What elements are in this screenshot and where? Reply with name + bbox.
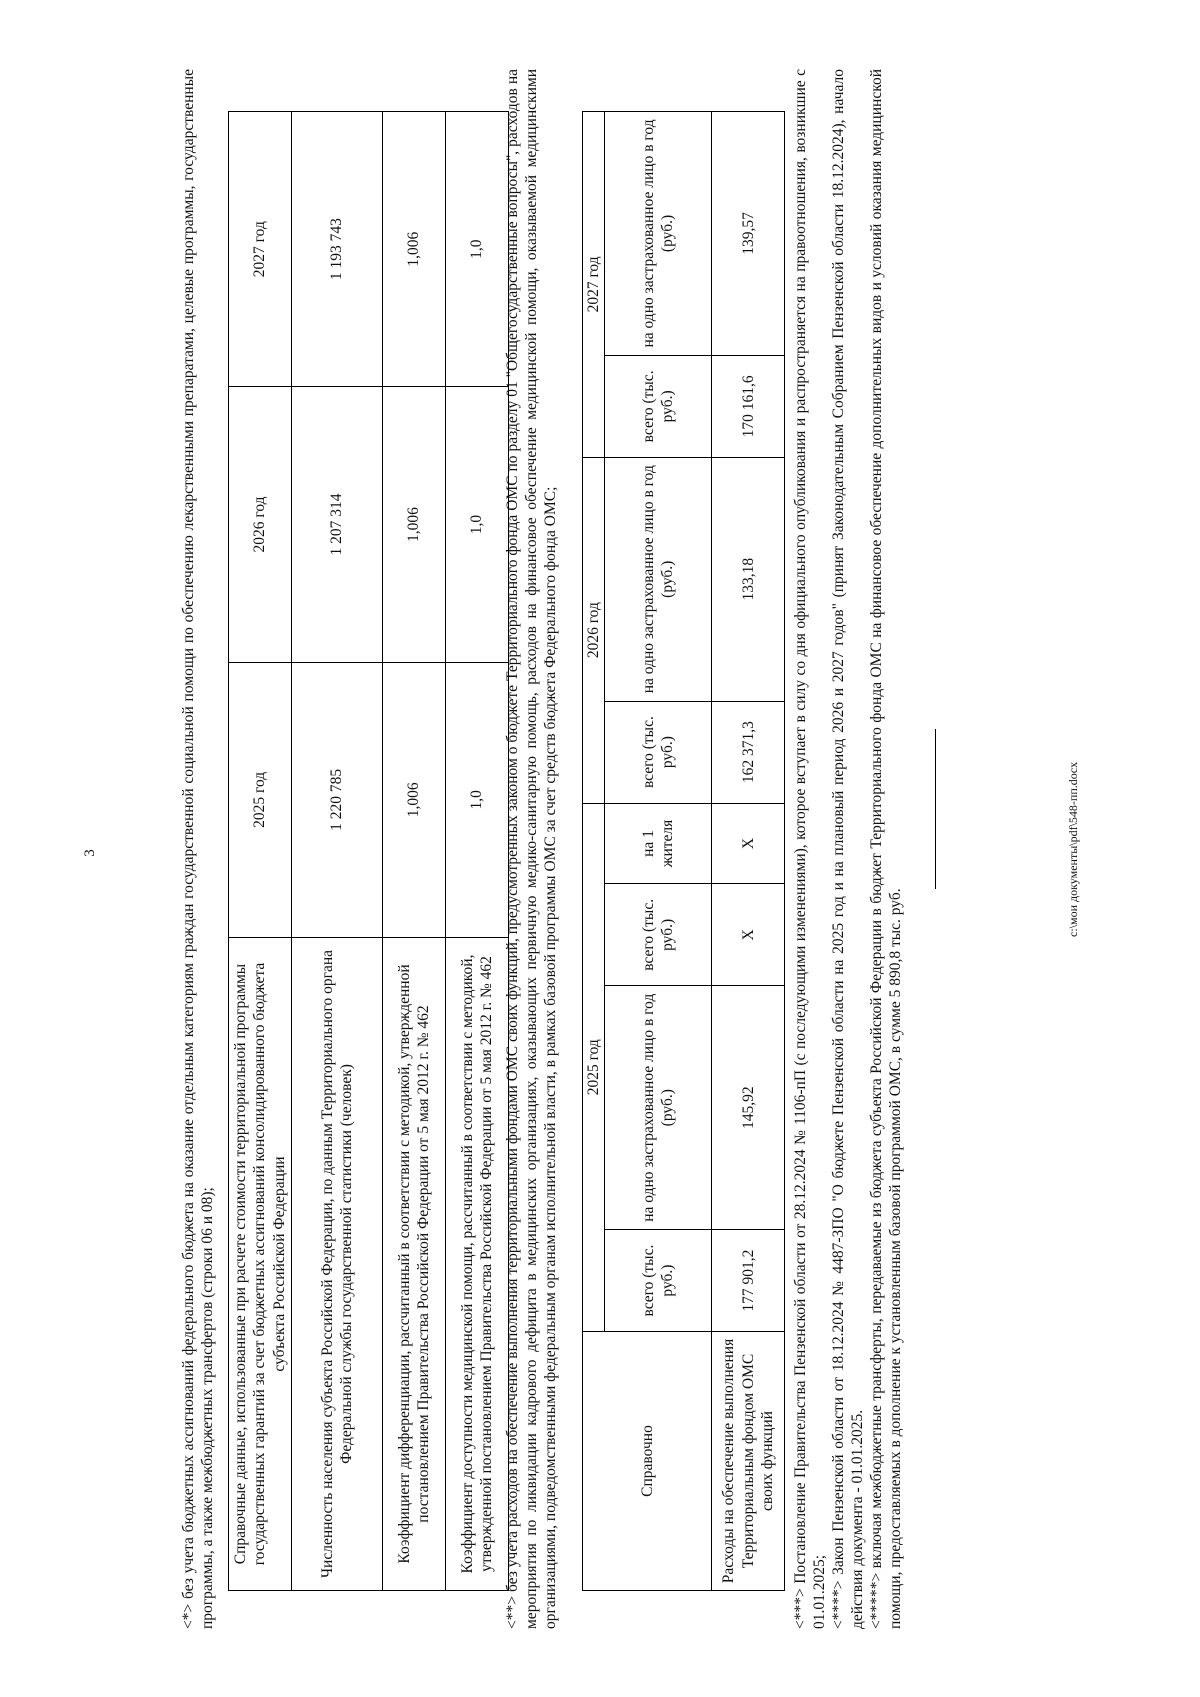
table-header-row: [229, 112, 292, 1591]
footnote-1: <*> без учета бюджетных ассигнований федерального бюджета на оказание отдельным категориям граждан государственной социальной помощи по обеспечению лекарственными препаратами, целевые программы, государственные программы, а также межбюджетных трансфертов (строки 06 и 08);: [180, 69, 217, 1629]
table-cell: 177 901,2: [712, 1230, 785, 1332]
table-cell: 1,0: [446, 662, 509, 937]
table-row: [292, 112, 383, 1591]
table-row: [712, 112, 785, 1591]
table-cell: Х: [712, 884, 785, 986]
table-cell: Х: [712, 803, 785, 884]
table-cell: 1,0: [446, 112, 509, 387]
table-corner-cell: Справочно: [583, 1332, 712, 1591]
footnotes-block: [791, 69, 905, 1629]
year-header: 2026 год: [583, 457, 605, 803]
table-cell: 170 161,6: [712, 355, 785, 457]
table-cell: 1 220 785: [292, 662, 383, 937]
table-header-row: [583, 112, 605, 1591]
table-cell: 139,57: [712, 112, 785, 356]
table-cell: 145,92: [712, 986, 785, 1230]
table-header-cell: 2025 год: [229, 662, 292, 937]
table-cell: 1 193 743: [292, 112, 383, 387]
table-header-cell: 2027 год: [229, 112, 292, 387]
row-label: Коэффициент дифференциации, рассчитанный в соответствии с методикой, утвержденной постановлением Правительства Российской Федерации от 5 мая 2012 г. № 462: [383, 938, 446, 1591]
table-subheader-cell: всего (тыс. руб.): [605, 1230, 712, 1332]
file-path: c:\мои документы\pdf\548-пп.docx: [1066, 761, 1080, 937]
reference-data-table: [228, 111, 509, 1591]
table-subheader-cell: всего (тыс. руб.): [605, 355, 712, 457]
table-subheader-cell: всего (тыс. руб.): [605, 884, 712, 986]
table-cell: 1,0: [446, 387, 509, 662]
page-number: 3: [82, 849, 98, 857]
table-cell: 1 207 314: [292, 387, 383, 662]
row-label: Численность населения субъекта Российской Федерации, по данным Территориального органа Федеральной службы государственной статистики (человек): [292, 938, 383, 1591]
table-subheader-cell: на одно застрахованное лицо в год (руб.): [605, 986, 712, 1230]
table-cell: 162 371,3: [712, 701, 785, 803]
table-subheader-cell: на одно застрахованное лицо в год (руб.): [605, 112, 712, 356]
footnote-5: <*****> включая межбюджетные трансферты, передаваемые из бюджета субъекта Российской Федерации в бюджет Территориального фонда ОМС на финансовое обеспечение дополнительных видов и условий оказания медицинской помощи, предоставляемых в дополнение к установленным базовой программой ОМС, в сумме 5 890,8 тыс. руб.: [868, 69, 905, 1629]
footnote-3: <***> Постановление Правительства Пензенской области от 28.12.2024 № 1106-пП (с последующими изменениями), которое вступает в силу со дня официального опубликования и распространяется на правоотношения, возникшие с 01.01.2025;: [792, 69, 829, 1629]
year-header: 2025 год: [583, 803, 605, 1331]
table-header-cell: Справочные данные, использованные при расчете стоимости территориальной программы государственных гарантий за счет бюджетных ассигнований консолидированного бюджета субъекта Российской Федерации: [229, 938, 292, 1591]
table-subheader-cell: на одно застрахованное лицо в год (руб.): [605, 457, 712, 701]
table-cell: 1,006: [383, 112, 446, 387]
document-body: [179, 69, 1039, 1629]
year-header: 2027 год: [583, 112, 605, 458]
row-label: Коэффициент доступности медицинской помощи, рассчитанный в соответствии с методикой, утвержденной постановлением Правительства Российской Федерации от 5 мая 2012 г. № 462: [446, 938, 509, 1591]
footnote-4: <****> Закон Пензенской области от 18.12.2024 № 4487-ЗПО "О бюджете Пензенской области на 2025 год и на плановый период 2026 и 2027 годов" (принят Законодательным Собранием Пензенской области 18.12.2024), начало действия документа - 01.01.2025.: [830, 69, 867, 1629]
table-header-cell: 2026 год: [229, 387, 292, 662]
footnote-2: <**> без учета расходов на обеспечение выполнения территориальными фондами ОМС своих функций, предусмотренных законом о бюджете Территориального фонда ОМС по разделу 01 "Общегосударственные вопросы", расходов на мероприятия по ликвидации кадрового дефицита в медицинских организациях, оказывающих первичную медико-санитарную помощь, расходов на финансовое обеспечение медицинской помощи, оказываемой медицинскими организациями, подведомственными федеральным органам исполнительной власти, в рамках базовой программы ОМС за счет средств бюджета Федерального фонда ОМС;: [504, 69, 560, 1629]
separator-line: [935, 729, 936, 889]
table-row: [446, 112, 509, 1591]
table-cell: 1,006: [383, 387, 446, 662]
row-label: Расходы на обеспечение выполнения Территориальным фондом ОМС своих функций: [712, 1332, 785, 1591]
table-subheader-cell: всего (тыс. руб.): [605, 701, 712, 803]
table-subheader-cell: на 1 жителя: [605, 803, 712, 884]
table-cell: 133,18: [712, 457, 785, 701]
table-cell: 1,006: [383, 662, 446, 937]
table-row: [383, 112, 446, 1591]
fund-expenses-table: [582, 111, 785, 1591]
